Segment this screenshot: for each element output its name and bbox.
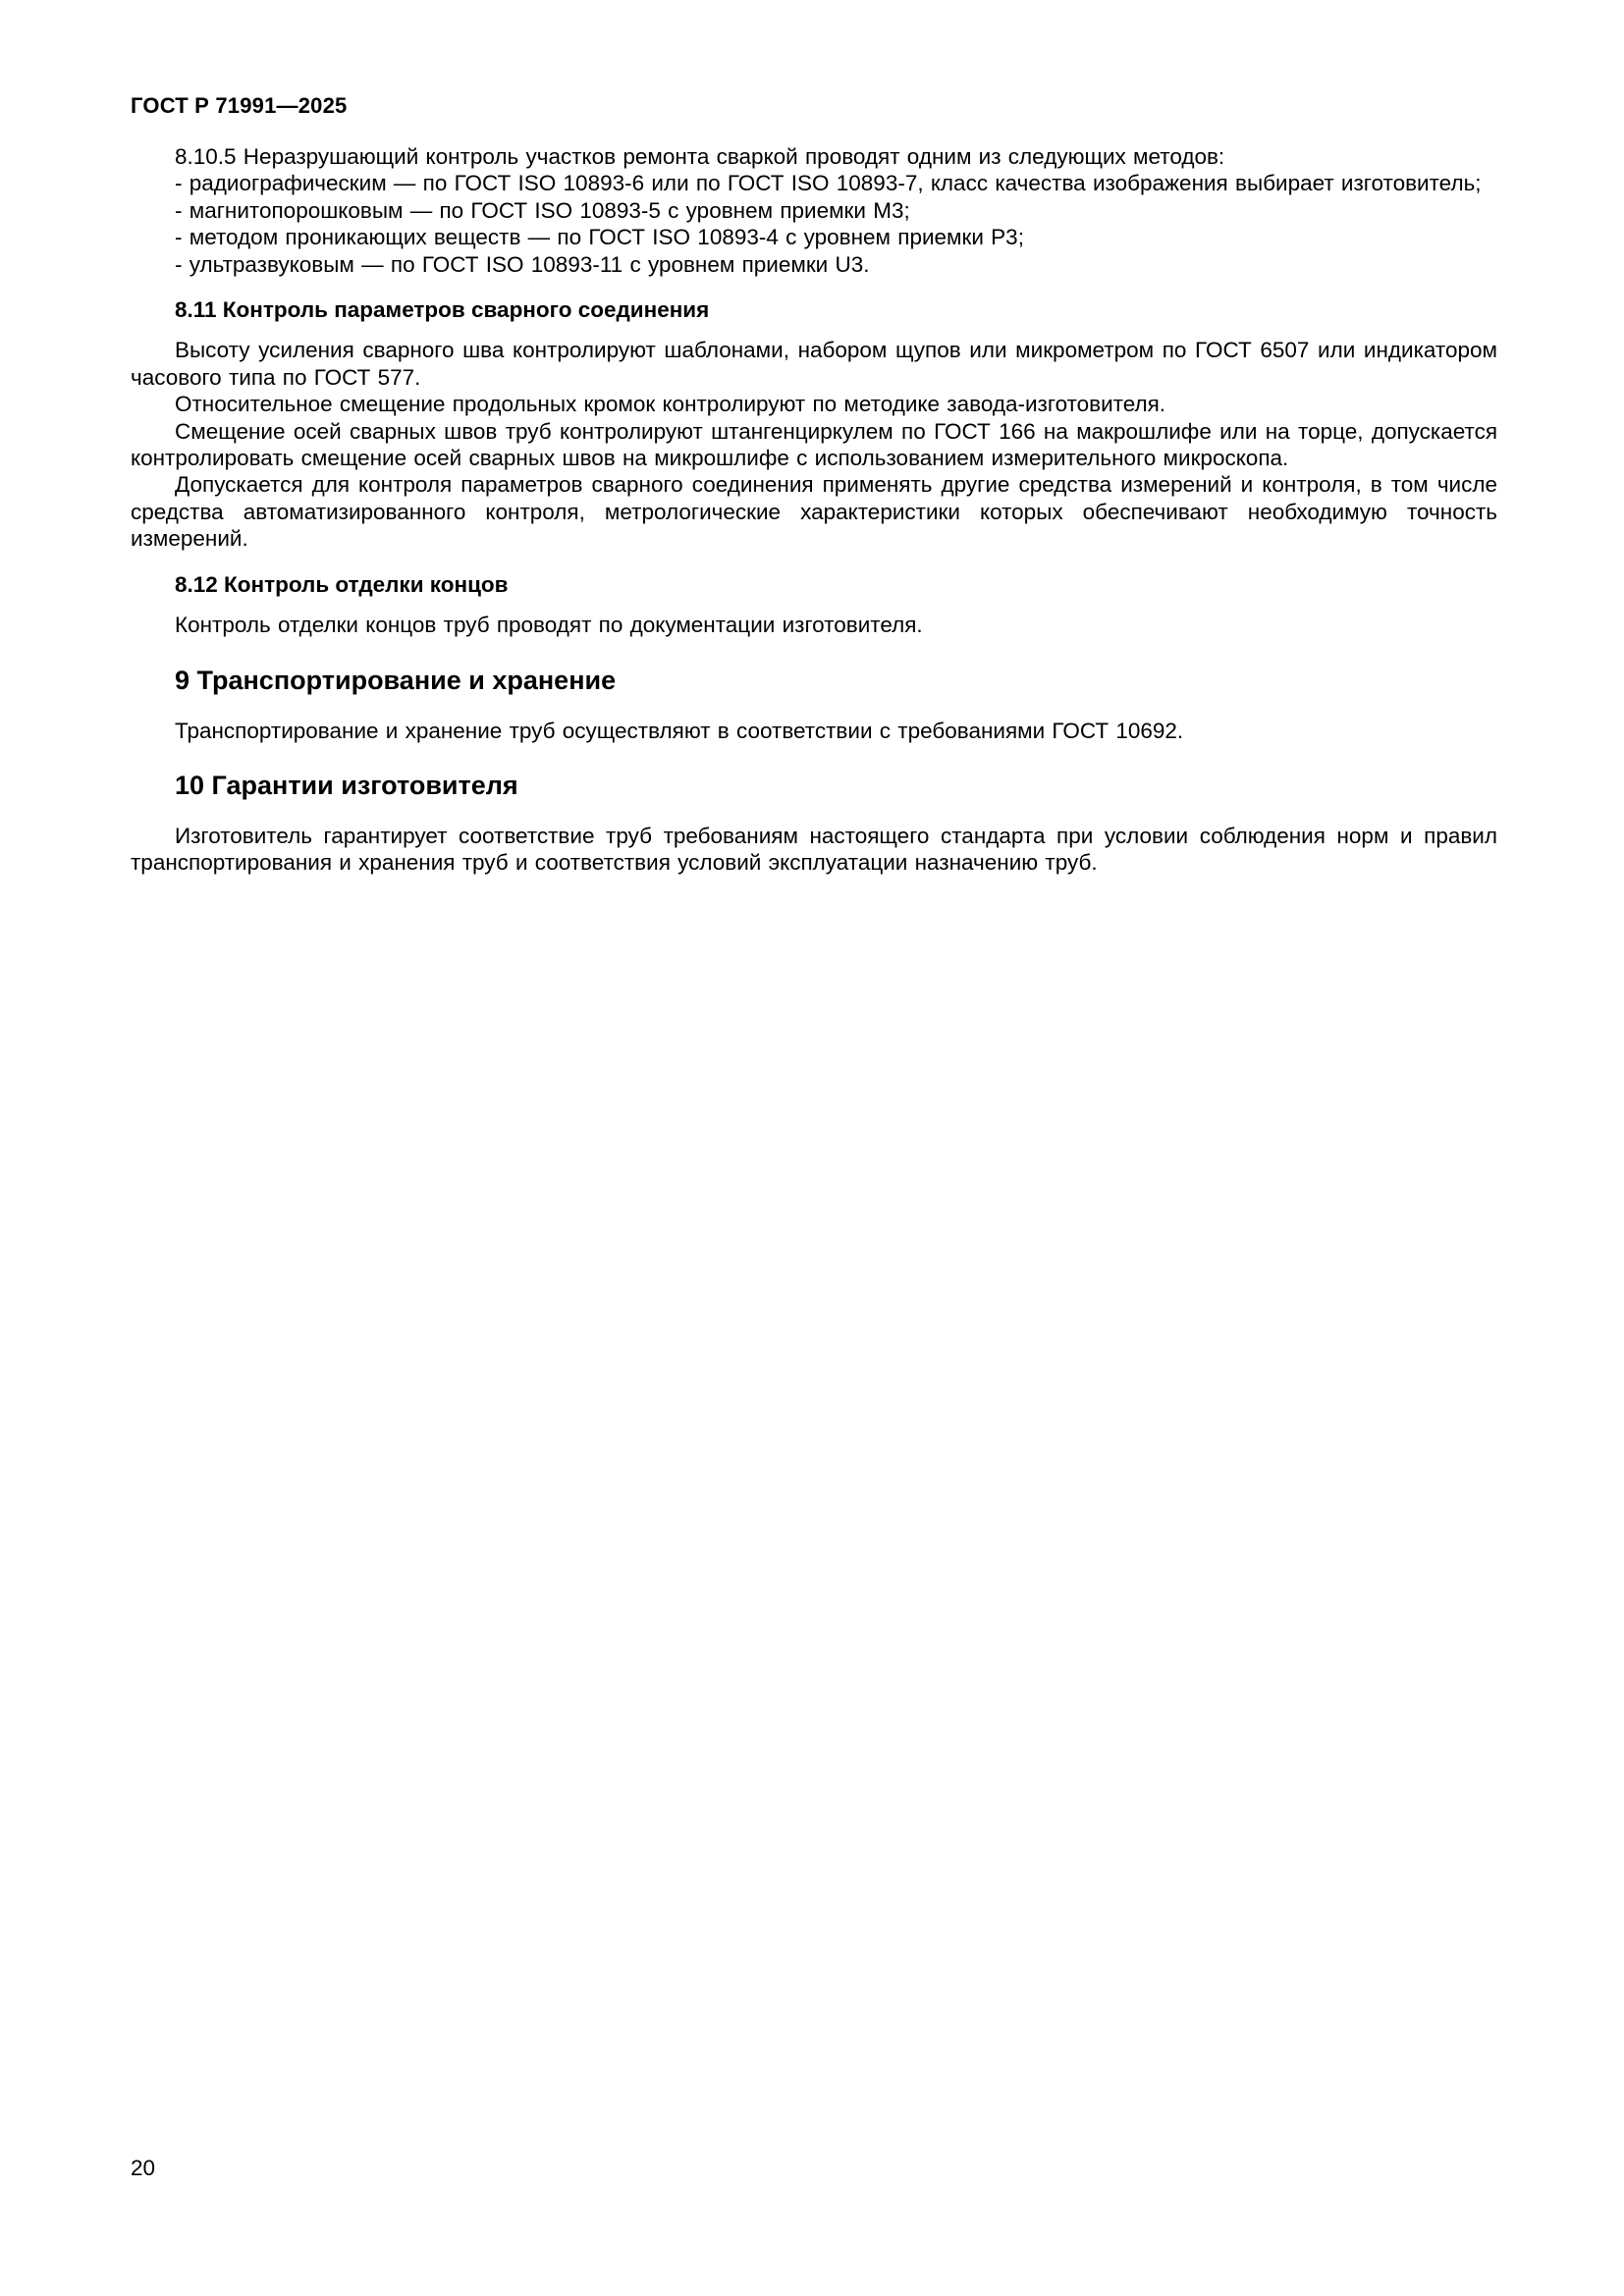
running-header: ГОСТ Р 71991—2025	[131, 93, 348, 118]
paragraph-weld-axis-offset: Смещение осей сварных швов труб контролируют штангенциркулем по ГОСТ 166 на макрошлифе или на торце, допускается контролировать смещение осей сварных швов на микрошлифе с использованием измерительного микроскопа.	[131, 418, 1497, 471]
list-item-penetrant: - методом проникающих веществ — по ГОСТ ISO 10893-4 с уровнем приемки Р3;	[175, 225, 1024, 250]
list-item-ultrasonic: - ультразвуковым — по ГОСТ ISO 10893-11 с уровнем приемки U3.	[175, 251, 870, 277]
paragraph-guarantee: Изготовитель гарантирует соответствие труб требованиям настоящего стандарта при условии соблюдения норм и правил транспортирования и хранения труб и соответствия условий эксплуатации назначению труб.	[131, 823, 1497, 876]
page-content	[131, 143, 1497, 877]
paragraph-8-10-5-intro: 8.10.5 Неразрушающий контроль участков ремонта сваркой проводят одним из следующих методов:	[175, 144, 1225, 169]
heading-9: 9 Транспортирование и хранение	[175, 665, 617, 695]
section-10	[131, 771, 1497, 877]
section-8-12	[131, 571, 1497, 639]
section-8-10-5	[131, 143, 1497, 278]
paragraph-weld-height: Высоту усиления сварного шва контролируют шаблонами, набором щупов или микрометром по ГОСТ 6507 или индикатором часового типа по ГОСТ 577.	[131, 338, 1497, 390]
page-number: 20	[131, 2156, 156, 2180]
heading-10: 10 Гарантии изготовителя	[175, 770, 518, 800]
section-8-11	[131, 296, 1497, 553]
list-item-radiographic: - радиографическим — по ГОСТ ISO 10893-6 или по ГОСТ ISO 10893-7, класс качества изображения выбирает изготовитель;	[175, 171, 1482, 196]
paragraph-transport-storage: Транспортирование и хранение труб осуществляют в соответствии с требованиями ГОСТ 10692.	[175, 718, 1184, 743]
list-item-magnetic: - магнитопорошковым — по ГОСТ ISO 10893-5 с уровнем приемки М3;	[175, 197, 910, 223]
heading-8-12: 8.12 Контроль отделки концов	[175, 571, 509, 597]
paragraph-edge-offset: Относительное смещение продольных кромок контролируют по методике завода-изготовителя.	[175, 392, 1166, 417]
paragraph-end-finish: Контроль отделки концов труб проводят по документации изготовителя.	[175, 613, 923, 638]
heading-8-11: 8.11 Контроль параметров сварного соединения	[175, 297, 710, 323]
section-9	[131, 666, 1497, 744]
paragraph-other-instruments: Допускается для контроля параметров сварного соединения применять другие средства измерений и контроля, в том числе средства автоматизированного контроля, метрологические характеристики которых обеспечивают необходимую точность измерений.	[131, 472, 1497, 552]
